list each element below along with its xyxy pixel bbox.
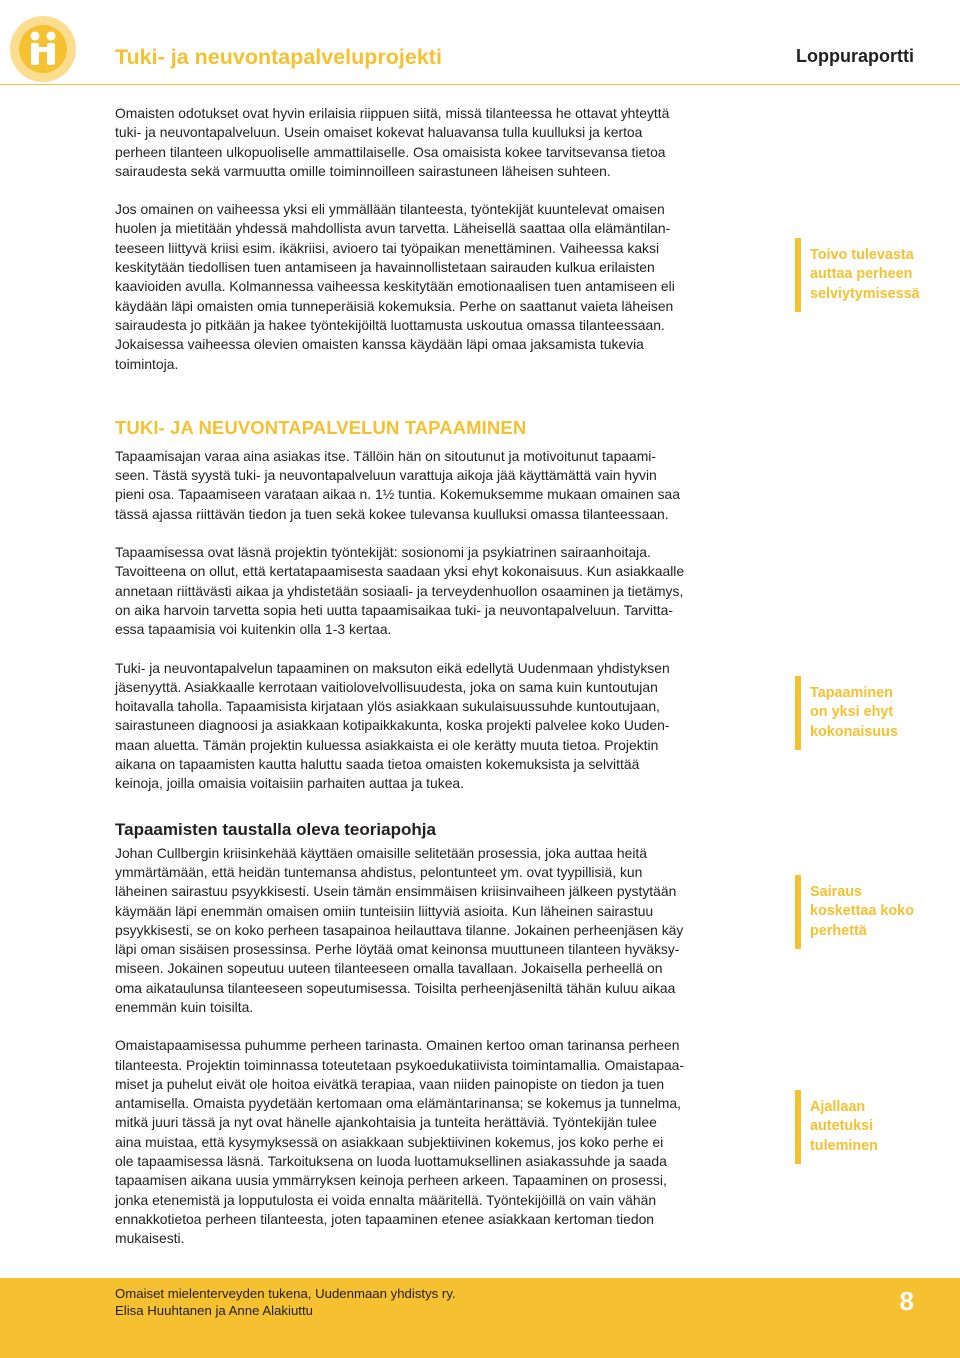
meeting-paragraph-3: Tuki- ja neuvontapalvelun tapaaminen on maksuton eikä edellytä Uudenmaan yhdistyksen jäsenyyttä. Asiakkaalle kerrotaan vaitiolovelvollisuudesta, joka on sama kuin kuntoutujan hoitavalla taholla. Tapaamisista kirjataan ylös asiakkaan sukulaisuussuhde kuntoutujaan, sairastuneen diagnoosi ja asiakkaan kotipaikkakunta, koska projekti palvelee koko Uuden- maan aluetta. Tämän projektin kuluessa asiakkaista ei ole kerätty muuta tietoa. Projektin aikana on tapaamisten kautta haluttu saada tietoa omaisten kokemuksista ja selvittää keinoja, joilla omaisia voitaisiin parhaiten auttaa ja tukea.: [115, 659, 670, 792]
footer: [0, 1278, 960, 1358]
meeting-paragraph-2: Tapaamisessa ovat läsnä projektin työntekijät: sosionomi ja psykiatrinen sairaanhoitaja. Tavoitteena on ollut, että kertatapaamisesta saadaan yksi ehyt kokonaisuus. Kun asiakkaalle annetaan riittävästi aikaa ja yhdistetään sosiaali- ja terveydenhuollon osaaminen ja tietämys, on aika harvoin tarvetta sopia heti uutta tapaamisaikaa tuki- ja neuvontapalveluun. Tarvitta- essa tapaamisia voi kuitenkin olla 1-3 kertaa.: [115, 544, 685, 638]
footer-authors: Elisa Huuhtanen ja Anne Alakiuttu: [115, 1302, 313, 1318]
sidenote-timely-help: Ajallaan autetuksi tuleminen: [795, 1090, 948, 1164]
footer-credits: [115, 1286, 456, 1319]
sidenote-illness: Sairaus koskettaa koko perhettä: [795, 875, 948, 949]
intro-paragraph-2: Jos omainen on vaiheessa yksi eli ymmällään tilanteesta, työntekijät kuuntelevat omaisen huolen ja mietitään yhdessä mahdollista avun tarvetta. Läheisellä saattaa olla elämäntilan- teeseen liittyvä kriisi esim. ikäkriisi, avioero tai työpaikan menettäminen. Vaiheessa kaksi keskitytään tiedollisen tuen antamiseen ja havainnollistetaan sairauden kulkua erilaisten kaavioiden avulla. Kolmannessa vaiheessa keskitytään emotionaalisen tuen antamiseen eli käydään läpi omaisten omia tunneperäisiä kokemuksia. Perhe on saattanut vaieta läheisen sairaudesta jo pitkään ja hakee työntekijöiltä luottamusta uskoutua omassa tilanteessaan. Jokaisessa vaiheessa olevien omaisten kanssa käydään läpi omaa jaksamista tukevia toimintoja.: [115, 201, 675, 372]
page-number: 8: [899, 1286, 914, 1316]
sidenote-hope: Toivo tulevasta auttaa perheen selviytymisessä: [795, 238, 948, 312]
report-label: Loppuraportti: [796, 46, 914, 66]
header-divider: [0, 84, 960, 85]
project-logo-icon: [8, 14, 78, 84]
theory-paragraph-1: Johan Cullbergin kriisinkehää käyttäen omaisille selitetään prosessia, joka auttaa heitä ymmärtämään, että heidän tuntemansa ahdistus, pelontunteet ym. ovat tyypillisiä, kun läheinen sairastuu psyykkisesti. Usein tämän ensimmäisen kriisinvaiheen jälkeen pystytään käymään läpi enemmän omaisen omiin tunteisiin liittyviä asioita. Kun läheinen sairastuu psyykkisesti, se on koko perheen tasapainoa heilauttava tilanne. Jokainen perheenjäsen käy läpi oman sisäisen prosessinsa. Perhe löytää omat keinonsa muuttuneen tilanteen hyväksy- miseen. Jokainen sopeutuu uuteen tilanteeseen omalla tavallaan. Jokaisella perheellä on oma aikataulunsa tilanteeseen sopeutumisessa. Toisilta perheenjäseniltä tähän kuluu aikaa enemmän kuin toisilta.: [115, 844, 684, 1015]
sidenote-meeting: Tapaaminen on yksi ehyt kokonaisuus: [795, 676, 948, 750]
intro-paragraph-1: Omaisten odotukset ovat hyvin erilaisia riippuen siitä, missä tilanteessa he ottavat yhteyttä tuki- ja neuvontapalveluun. Usein omaiset kokevat haluavansa tulla kuulluksi ja kertoa perheen tilanteen ulkopuoliselle ammattilaiselle. Osa omaisista kokee tarvitsevansa tietoa sairaudesta sekä varmuutta omille toiminnoilleen sairastuneen läheisen suhteen.: [115, 105, 670, 179]
theory-paragraph-2: Omaistapaamisessa puhumme perheen tarinasta. Omainen kertoo oman tarinansa perheen tilanteesta. Projektin toiminnassa toteutetaan psykoedukatiivista toimintamallia. Omaistapaa- miset ja puhelut eivät ole hoitoa eivätkä terapiaa, vaan niiden painopiste on tiedon ja tuen antamisella. Omaista pyydetään kertomaan oma elämäntarinansa; se kokemus ja tunnelma, mitkä juuri tässä ja nyt ovat hänelle ajankohtaisia ja tunteita herättäviä. Työntekijän tulee aina muistaa, että kysymyksessä on asiakkaan subjektiivinen kokemus, jos koko perhe ei ole tapaamisessa läsnä. Tarkoituksena on luoda luottamuksellinen asiakassuhde ja saada tapaamisen aikana uusia ymmärryksen keinoja perheen arkeen. Tapaaminen on prosessi, jonka etenemistä ja lopputulosta ei voida ennalta määritellä. Työntekijöillä on vain vähän ennakkotietoa perheen tilanteesta, joten tapaaminen etenee asiakkaan kertoman tiedon mukaisesti.: [115, 1037, 685, 1247]
section-heading: TUKI- JA NEUVONTAPALVELUN TAPAAMINEN: [115, 416, 527, 438]
main-content: [115, 104, 780, 1249]
footer-organization: Omaiset mielenterveyden tukena, Uudenmaan yhdistys ry.: [115, 1286, 456, 1301]
header-title: Tuki- ja neuvontapalveluprojekti: [115, 45, 442, 69]
meeting-paragraph-1: Tapaamisajan varaa aina asiakas itse. Tällöin hän on sitoutunut ja motivoitunut tapaami- seen. Tästä syystä tuki- ja neuvontapalveluun varattuja aikoja jää käyttämättä vain hyvin pieni osa. Tapaamiseen varataan aikaa n. 1½ tuntia. Kokemuksemme mukaan omainen saa tässä ajassa riittävän tiedon ja tuen sekä kokee tulevansa kuulluksi omassa tilanteessaan.: [115, 447, 680, 522]
sub-heading: Tapaamisten taustalla oleva teoriapohja: [115, 819, 436, 839]
